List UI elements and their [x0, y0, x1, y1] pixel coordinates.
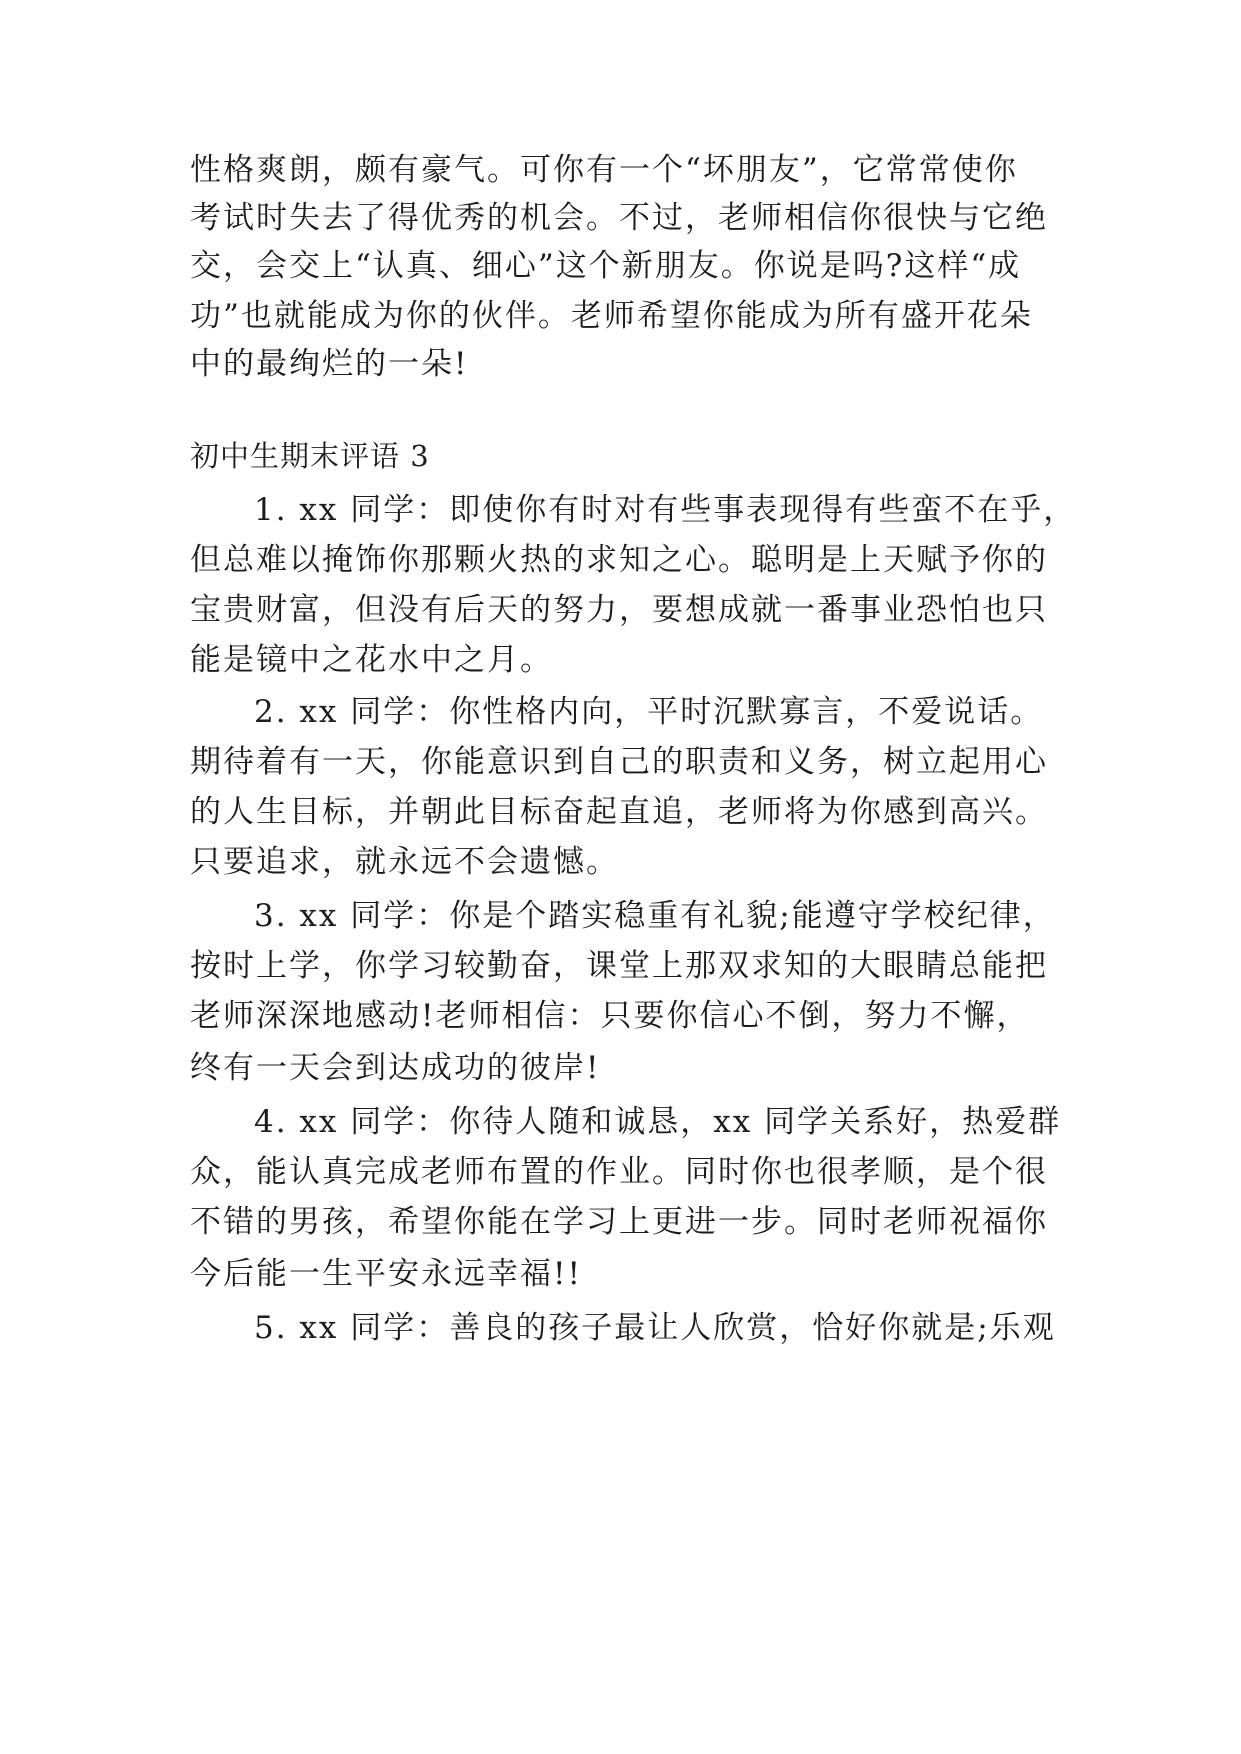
item-3-line-1: 3. xx 同学：你是个踏实稳重有礼貌;能遵守学校纪律，: [254, 898, 1056, 934]
item-1-line-1: 1. xx 同学：即使你有时对有些事表现得有些蛮不在乎，: [254, 492, 1077, 528]
item-4-line-3: 不错的男孩，希望你能在学习上更进一步。同时老师祝福你: [190, 1204, 1048, 1240]
item-2-line-2: 期待着有一天，你能意识到自己的职责和义务，树立起用心: [190, 744, 1048, 780]
item-4-line-1: 4. xx 同学：你待人随和诚恳，xx 同学关系好，热爱群: [254, 1104, 1062, 1140]
item-2-line-4: 只要追求，就永远不会遗憾。: [190, 844, 619, 880]
intro-line-2: 考试时失去了得优秀的机会。不过，老师相信你很快与它绝: [190, 200, 1048, 236]
item-3-line-3: 老师深深地感动!老师相信：只要你信心不倒，努力不懈，: [190, 998, 1030, 1034]
item-4-line-4: 今后能一生平安永远幸福!!: [190, 1256, 582, 1292]
item-1-line-4: 能是镜中之花水中之月。: [190, 642, 553, 678]
item-3-line-4: 终有一天会到达成功的彼岸!: [190, 1050, 601, 1086]
item-4-line-2: 众，能认真完成老师布置的作业。同时你也很孝顺，是个很: [190, 1154, 1048, 1190]
intro-line-5: 中的最绚烂的一朵!: [190, 346, 469, 382]
item-2-line-3: 的人生目标，并朝此目标奋起直追，老师将为你感到高兴。: [190, 794, 1048, 830]
intro-line-3: 交，会交上“认真、细心”这个新朋友。你说是吗?这样“成: [190, 248, 1022, 284]
item-5-line-1: 5. xx 同学：善良的孩子最让人欣赏，恰好你就是;乐观: [254, 1310, 1056, 1346]
intro-line-1: 性格爽朗，颇有豪气。可你有一个“坏朋友”，它常常使你: [190, 152, 1018, 188]
item-3-line-2: 按时上学，你学习较勤奋，课堂上那双求知的大眼睛总能把: [190, 948, 1048, 984]
section-title: 初中生期末评语 3: [190, 439, 430, 473]
item-1-line-3: 宝贵财富，但没有后天的努力，要想成就一番事业恐怕也只: [190, 592, 1048, 628]
intro-line-4: 功”也就能成为你的伙伴。老师希望你能成为所有盛开花朵: [190, 298, 1033, 334]
item-1-line-2: 但总难以掩饰你那颗火热的求知之心。聪明是上天赋予你的: [190, 542, 1048, 578]
item-2-line-1: 2. xx 同学：你性格内向，平时沉默寡言，不爱说话。: [254, 694, 1044, 730]
